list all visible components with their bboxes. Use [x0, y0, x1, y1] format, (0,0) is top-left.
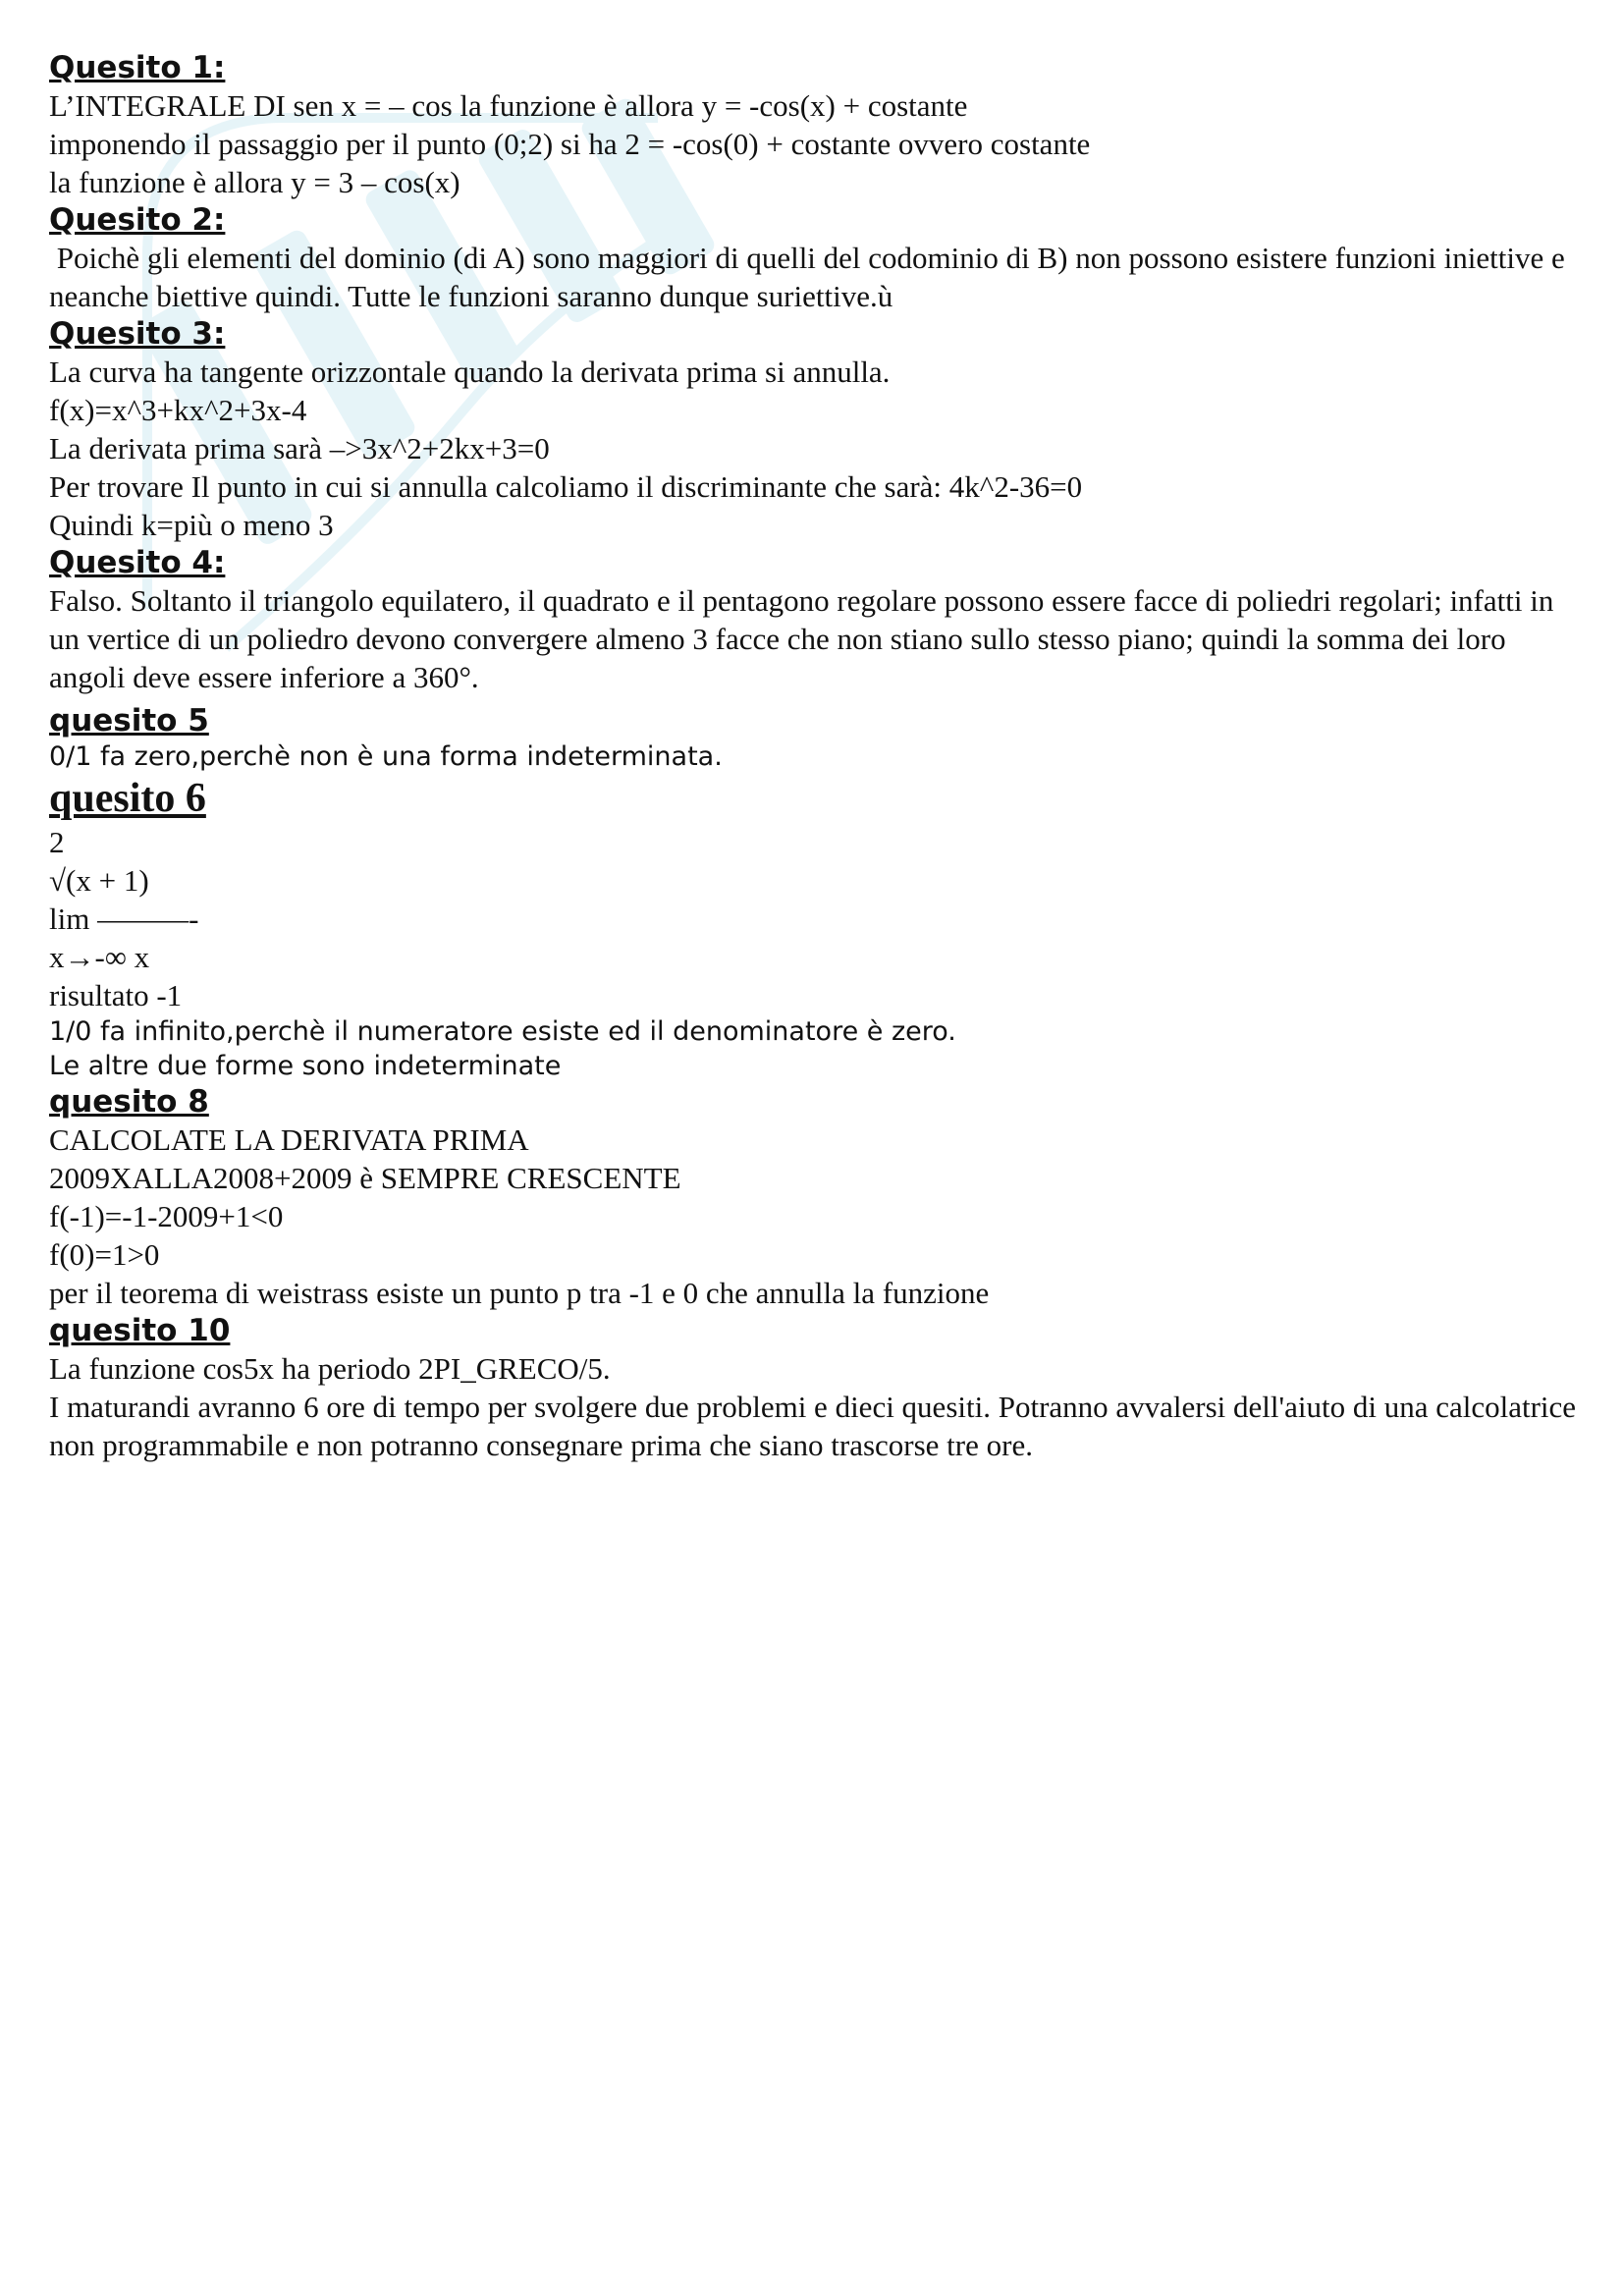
q1-line-2: imponendo il passaggio per il punto (0;2) si ha 2 = -cos(0) + costante ovvero costante [49, 127, 1091, 161]
q3-line-1: La curva ha tangente orizzontale quando la derivata prima si annulla. [49, 355, 891, 389]
q1-heading-suffix: : [213, 50, 226, 85]
q10-line-1: La funzione cos5x ha periodo 2PI_GRECO/5. [49, 1351, 611, 1386]
q8-line-4: f(0)=1>0 [49, 1237, 160, 1272]
q8-line-3: f(-1)=-1-2009+1<0 [49, 1199, 284, 1233]
q10-paragraph: I maturandi avranno 6 ore di tempo per svolgere due problemi e dieci quesiti. Potranno avvalersi dell'aiuto di una calcolatrice non programmabile e non potranno consegnare prima che siano trascorse tre ore. [49, 1390, 1584, 1462]
q3-line-5: Quindi k=più o meno 3 [49, 508, 334, 542]
q1-line-3: la funzione è allora y = 3 – cos(x) [49, 165, 460, 199]
q6-heading: quesito 6 [49, 776, 206, 821]
q6-line-3: lim ———- [49, 902, 199, 936]
q2-paragraph: Poichè gli elementi del dominio (di A) sono maggiori di quelli del codominio di B) non possono esistere funzioni iniettive e neanche biettive quindi. Tutte le funzioni saranno dunque suriettive.ù [49, 241, 1573, 313]
q5-line-1: 0/1 fa zero,perchè non è una forma indeterminata. [49, 741, 723, 772]
q6-line-7: Le altre due forme sono indeterminate [49, 1051, 562, 1081]
q1-heading: Quesito 1: [49, 50, 226, 85]
q3-line-2: f(x)=x^3+kx^2+3x-4 [49, 393, 307, 427]
q4-heading: Quesito 4: [49, 545, 226, 580]
q10-heading: quesito 10 [49, 1313, 231, 1348]
q8-heading: quesito 8 [49, 1084, 209, 1120]
q5-heading: quesito 5 [49, 703, 209, 738]
document-body [49, 49, 1584, 1464]
q3-heading: Quesito 3: [49, 316, 226, 352]
q3-line-3: La derivata prima sarà –>3x^2+2kx+3=0 [49, 431, 550, 465]
q2-heading: Quesito 2: [49, 202, 226, 238]
q6-line-5: risultato -1 [49, 978, 183, 1012]
q4-paragraph: Falso. Soltanto il triangolo equilatero, il quadrato e il pentagono regolare possono essere facce di poliedri regolari; infatti in un vertice di un poliedro devono convergere almeno 3 facce che non stiano sullo stesso piano; quindi la somma dei loro angoli deve essere inferiore a 360°. [49, 583, 1562, 694]
q6-line-4: x→-∞ x [49, 940, 150, 974]
q8-line-1: CALCOLATE LA DERIVATA PRIMA [49, 1122, 529, 1157]
q6-line-2: √(x + 1) [49, 863, 149, 898]
q8-line-5: per il teorema di weistrass esiste un punto p tra -1 e 0 che annulla la funzione [49, 1276, 990, 1310]
q6-line-6: 1/0 fa infinito,perchè il numeratore esiste ed il denominatore è zero. [49, 1016, 956, 1047]
q3-line-4: Per trovare Il punto in cui si annulla calcoliamo il discriminante che sarà: 4k^2-36=0 [49, 469, 1083, 504]
q8-line-2: 2009XALLA2008+2009 è SEMPRE CRESCENTE [49, 1161, 681, 1195]
q1-line-1: L’INTEGRALE DI sen x = – cos la funzione è allora y = -cos(x) + costante [49, 88, 968, 123]
q6-line-1: 2 [49, 825, 65, 859]
